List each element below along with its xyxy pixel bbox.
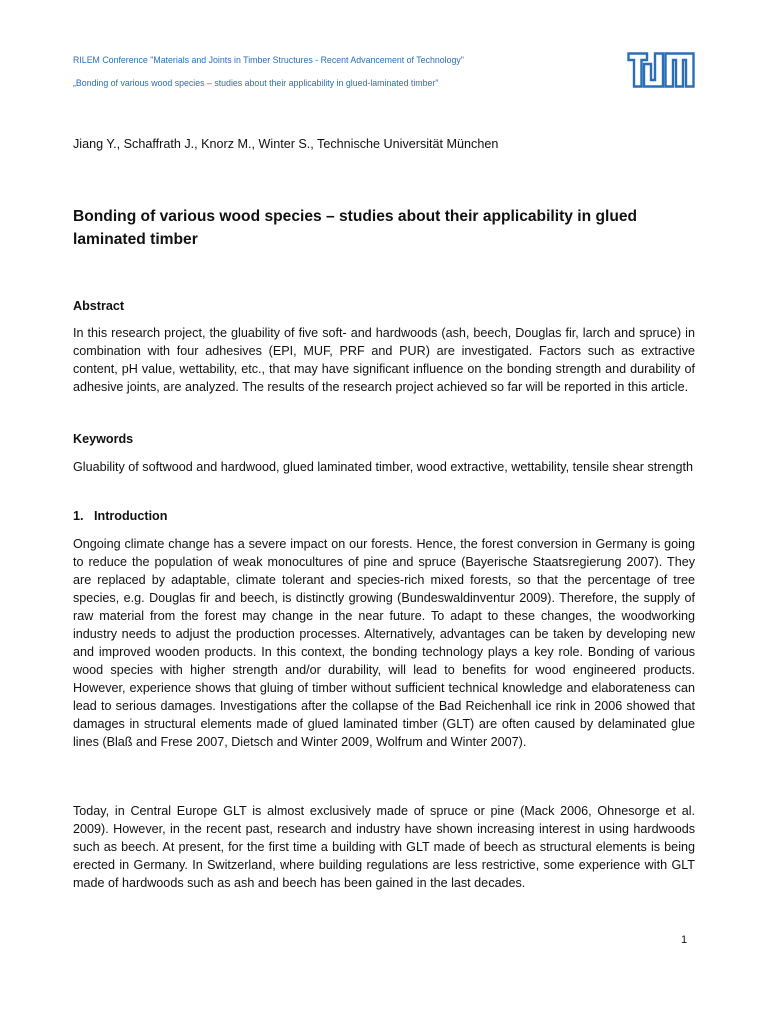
abstract-text: In this research project, the gluability of five soft- and hardwoods (ash, beech, Douglas fir, larch and spruce) in combination with four adhesives (EPI, MUF, PRF and PUR) are investigated. Factors such as extractive content, pH value, wettability, etc., that may have significant influence on the bonding strength and durability of adhesive joints, are analyzed. The results of the research project achieved so far will be reported in this article. [73, 326, 695, 394]
authors: Jiang Y., Schaffrath J., Knorz M., Winter S., Technische Universität München [73, 137, 499, 151]
keywords-heading: Keywords [73, 432, 134, 446]
introduction-paragraph-2: Today, in Central Europe GLT is almost exclusively made of spruce or pine (Mack 2006, Ohnesorge et al. 2009). However, in the recent past, research and industry have shown increasing interest in using hardwoods such as beech. At present, for the first time a building with GLT made of beech as structural elements is being erected in Germany. In Switzerland, where building regulations are less restrictive, some experience with GLT made of hardwoods such as ash and beech has been gained in the last decades. [73, 804, 695, 890]
paper-title: Bonding of various wood species – studies about their applicability in glued laminated timber [73, 208, 638, 248]
introduction-heading: 1. Introduction [73, 509, 168, 523]
keywords-text: Gluability of softwood and hardwood, glued laminated timber, wood extractive, wettability, tensile shear strength [73, 460, 693, 474]
tum-logo [627, 52, 695, 88]
paper-title-header: „Bonding of various wood species – studies about their applicability in glued-laminated timber" [73, 78, 439, 88]
conference-header: RILEM Conference "Materials and Joints in Timber Structures - Recent Advancement of Technology" [73, 55, 464, 65]
page-number: 1 [681, 934, 688, 946]
introduction-paragraph-1: Ongoing climate change has a severe impact on our forests. Hence, the forest conversion in Germany is going to reduce the population of weak monocultures of pine and spruce (Bayerische Staatsregierung 2007). They are replaced by adaptable, climate tolerant and species-rich mixed forests, so that the percentage of tree species, e.g. Douglas fir and beech, is distinctly growing (Bundeswaldinventur 2009). Therefore, the supply of raw material from the forest may change in the near future. To adapt to these changes, the woodworking industry needs to adjust the production processes. Alternatively, advantages can be taken by developing new and improved wooden products. In this context, the bonding technology plays a key role. Bonding of various wood species with higher strength and/or durability, will lead to benefits for wood engineered products. However, experience shows that gluing of timber without sufficient technical knowledge and elaborateness can lead to serious damages. Investigations after the collapse of the Bad Reichenhall ice rink in 2006 showed that damages in structural elements made of glued laminated timber (GLT) are often caused by delaminated glue lines (Blaß and Frese 2007, Dietsch and Winter 2009, Wolfrum and Winter 2007). [73, 537, 695, 749]
abstract-heading: Abstract [73, 299, 125, 313]
